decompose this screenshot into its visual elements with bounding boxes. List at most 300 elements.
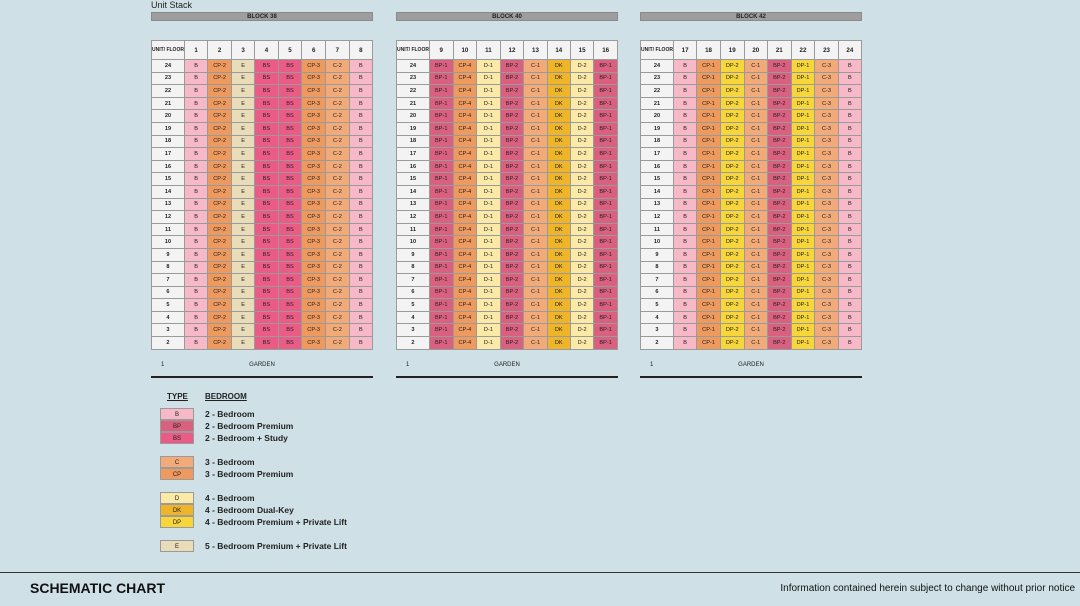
unit-cell: BS (278, 236, 301, 249)
unit-cell: B (349, 311, 372, 324)
unit-cell: B (349, 223, 372, 236)
unit-cell: C-2 (326, 60, 350, 73)
block-header: BLOCK 38 (151, 12, 373, 21)
unit-cell: C-2 (326, 72, 350, 85)
unit-cell: DK (547, 286, 570, 299)
unit-cell: CP-1 (697, 236, 721, 249)
unit-column-header: 18 (697, 41, 721, 60)
floor-number: 12 (152, 211, 185, 224)
floor-number: 17 (152, 148, 185, 161)
floor-row (641, 110, 862, 123)
unit-cell: C-3 (815, 248, 838, 261)
unit-cell: D-2 (570, 110, 593, 123)
unit-cell: C-2 (326, 324, 350, 337)
unit-cell: CP-4 (453, 185, 477, 198)
unit-cell: D-1 (477, 299, 500, 312)
garden-label: GARDEN (738, 362, 764, 368)
floor-row (152, 135, 373, 148)
unit-cell: CP-2 (208, 337, 232, 350)
unit-cell: B (184, 85, 207, 98)
unit-cell: BS (278, 185, 301, 198)
unit-cell: D-2 (570, 274, 593, 287)
unit-cell: BP-1 (429, 110, 453, 123)
unit-cell: BP-1 (594, 72, 618, 85)
unit-cell: BS (255, 248, 278, 261)
unit-cell: E (232, 223, 255, 236)
unit-cell: B (838, 85, 861, 98)
unit-cell: B (184, 173, 207, 186)
unit-cell: BP-2 (500, 72, 524, 85)
floor-number: 7 (641, 274, 674, 287)
unit-cell: E (232, 248, 255, 261)
unit-cell: B (838, 173, 861, 186)
unit-cell: B (184, 299, 207, 312)
unit-cell: DP-1 (791, 324, 815, 337)
unit-cell: BS (255, 173, 278, 186)
unit-cell: C-1 (744, 236, 767, 249)
unit-cell: D-1 (477, 110, 500, 123)
unit-cell: BS (255, 236, 278, 249)
unit-cell: C-2 (326, 211, 350, 224)
unit-cell: CP-2 (208, 311, 232, 324)
unit-cell: DP-1 (791, 211, 815, 224)
floor-number: 2 (641, 337, 674, 350)
legend-bedroom-header: BEDROOM (205, 392, 247, 401)
unit-cell: CP-2 (208, 185, 232, 198)
unit-cell: BP-1 (429, 60, 453, 73)
unit-cell: D-1 (477, 185, 500, 198)
unit-cell: DP-1 (791, 122, 815, 135)
ground-floor-number: 1 (161, 362, 165, 368)
unit-cell: B (673, 97, 696, 110)
unit-cell: C-1 (744, 173, 767, 186)
unit-cell: BS (278, 173, 301, 186)
block-42 (640, 12, 862, 368)
unit-cell: CP-3 (302, 286, 326, 299)
unit-cell: B (673, 311, 696, 324)
floor-row (152, 248, 373, 261)
unit-cell: BP-2 (500, 286, 524, 299)
unit-cell: DP-1 (791, 198, 815, 211)
floor-number: 5 (152, 299, 185, 312)
unit-cell: DP-2 (720, 135, 744, 148)
legend-swatch: CP (160, 468, 194, 480)
unit-cell: B (184, 198, 207, 211)
unit-cell: B (349, 122, 372, 135)
unit-cell: C-1 (524, 122, 547, 135)
unit-cell: C-3 (815, 286, 838, 299)
unit-cell: B (349, 324, 372, 337)
unit-cell: CP-4 (453, 198, 477, 211)
unit-cell: D-1 (477, 324, 500, 337)
unit-cell: CP-1 (697, 324, 721, 337)
unit-cell: D-1 (477, 211, 500, 224)
floor-row (152, 236, 373, 249)
unit-cell: C-1 (744, 122, 767, 135)
unit-cell: D-1 (477, 261, 500, 274)
unit-cell: DP-2 (720, 122, 744, 135)
unit-cell: B (349, 97, 372, 110)
unit-cell: B (838, 198, 861, 211)
unit-cell: BP-2 (767, 286, 791, 299)
unit-cell: BS (255, 311, 278, 324)
unit-stack-table (396, 40, 618, 350)
unit-cell: BS (278, 135, 301, 148)
floor-row (641, 173, 862, 186)
unit-cell: DP-2 (720, 274, 744, 287)
unit-cell: BP-1 (429, 135, 453, 148)
unit-cell: B (673, 198, 696, 211)
floor-number: 14 (641, 185, 674, 198)
unit-cell: BP-2 (500, 261, 524, 274)
floor-number: 14 (397, 185, 430, 198)
unit-cell: C-2 (326, 311, 350, 324)
unit-cell: D-1 (477, 72, 500, 85)
unit-cell: CP-3 (302, 211, 326, 224)
unit-cell: DK (547, 160, 570, 173)
unit-cell: BP-2 (767, 185, 791, 198)
unit-cell: C-1 (524, 286, 547, 299)
unit-cell: D-1 (477, 223, 500, 236)
floor-number: 13 (641, 198, 674, 211)
floor-row (152, 286, 373, 299)
unit-cell: CP-1 (697, 248, 721, 261)
floor-number: 2 (152, 337, 185, 350)
unit-cell: DK (547, 148, 570, 161)
floor-row (641, 286, 862, 299)
unit-cell: BP-1 (594, 211, 618, 224)
unit-cell: BP-1 (594, 148, 618, 161)
floor-row (641, 160, 862, 173)
unit-cell: BS (255, 337, 278, 350)
unit-cell: DP-1 (791, 60, 815, 73)
unit-cell: BP-2 (500, 110, 524, 123)
unit-cell: BS (255, 198, 278, 211)
unit-column-header: 8 (349, 41, 372, 60)
unit-cell: DP-1 (791, 248, 815, 261)
unit-cell: C-1 (744, 160, 767, 173)
unit-cell: BP-1 (594, 160, 618, 173)
unit-cell: C-2 (326, 173, 350, 186)
unit-cell: BP-2 (500, 135, 524, 148)
unit-cell: DP-1 (791, 97, 815, 110)
unit-cell: D-1 (477, 135, 500, 148)
unit-cell: B (673, 60, 696, 73)
unit-cell: C-2 (326, 148, 350, 161)
unit-cell: CP-3 (302, 248, 326, 261)
unit-cell: B (673, 274, 696, 287)
unit-cell: D-2 (570, 211, 593, 224)
unit-cell: B (349, 60, 372, 73)
floor-number: 12 (397, 211, 430, 224)
unit-cell: C-3 (815, 223, 838, 236)
unit-cell: BP-1 (429, 97, 453, 110)
unit-cell: BP-2 (500, 185, 524, 198)
unit-cell: C-3 (815, 337, 838, 350)
unit-floor-header: UNIT/ FLOOR (397, 41, 430, 60)
unit-cell: BS (278, 160, 301, 173)
unit-cell: B (838, 299, 861, 312)
floor-number: 3 (641, 324, 674, 337)
floor-number: 16 (397, 160, 430, 173)
unit-cell: DK (547, 97, 570, 110)
unit-cell: DP-1 (791, 160, 815, 173)
unit-column-header: 23 (815, 41, 838, 60)
floor-number: 8 (397, 261, 430, 274)
unit-cell: BP-2 (767, 236, 791, 249)
floor-number: 10 (397, 236, 430, 249)
unit-cell: BS (255, 110, 278, 123)
unit-cell: CP-2 (208, 211, 232, 224)
unit-cell: BP-2 (500, 60, 524, 73)
unit-cell: CP-3 (302, 72, 326, 85)
unit-cell: DP-2 (720, 198, 744, 211)
unit-cell: BS (255, 160, 278, 173)
unit-cell: CP-1 (697, 299, 721, 312)
unit-cell: CP-4 (453, 160, 477, 173)
unit-cell: E (232, 211, 255, 224)
unit-cell: B (838, 60, 861, 73)
unit-cell: B (838, 148, 861, 161)
garden-label: GARDEN (494, 362, 520, 368)
unit-cell: BP-1 (594, 236, 618, 249)
unit-cell: CP-3 (302, 274, 326, 287)
floor-number: 6 (397, 286, 430, 299)
floor-row (152, 337, 373, 350)
unit-column-header: 16 (594, 41, 618, 60)
unit-cell: B (838, 160, 861, 173)
floor-row (397, 173, 618, 186)
unit-cell: BP-2 (500, 299, 524, 312)
unit-cell: C-2 (326, 110, 350, 123)
unit-cell: DK (547, 324, 570, 337)
unit-cell: C-1 (744, 135, 767, 148)
unit-cell: B (838, 135, 861, 148)
unit-cell: CP-1 (697, 72, 721, 85)
floor-number: 19 (397, 122, 430, 135)
floor-number: 24 (397, 60, 430, 73)
floor-number: 15 (397, 173, 430, 186)
floor-row (152, 122, 373, 135)
floor-row (397, 135, 618, 148)
unit-cell: BS (278, 110, 301, 123)
unit-cell: C-1 (524, 274, 547, 287)
unit-cell: B (838, 185, 861, 198)
unit-cell: CP-3 (302, 236, 326, 249)
unit-cell: CP-2 (208, 198, 232, 211)
unit-cell: B (838, 286, 861, 299)
unit-cell: D-1 (477, 311, 500, 324)
unit-cell: E (232, 299, 255, 312)
block-divider (151, 376, 373, 378)
unit-cell: D-2 (570, 198, 593, 211)
unit-cell: DK (547, 72, 570, 85)
unit-cell: BS (278, 261, 301, 274)
unit-cell: DP-2 (720, 148, 744, 161)
unit-cell: DP-2 (720, 173, 744, 186)
unit-cell: BP-2 (767, 160, 791, 173)
unit-cell: CP-2 (208, 135, 232, 148)
floor-number: 20 (641, 110, 674, 123)
unit-cell: E (232, 72, 255, 85)
unit-cell: BP-1 (429, 223, 453, 236)
floor-row (641, 211, 862, 224)
unit-cell: CP-1 (697, 337, 721, 350)
unit-cell: CP-1 (697, 110, 721, 123)
unit-cell: BS (278, 72, 301, 85)
unit-cell: C-1 (524, 97, 547, 110)
floor-row (397, 72, 618, 85)
unit-cell: BP-1 (594, 97, 618, 110)
unit-cell: C-2 (326, 236, 350, 249)
unit-cell: B (673, 160, 696, 173)
floor-number: 11 (641, 223, 674, 236)
unit-cell: DP-2 (720, 286, 744, 299)
unit-column-header: 1 (184, 41, 207, 60)
unit-column-header: 11 (477, 41, 500, 60)
legend-label: 2 - Bedroom (205, 409, 255, 419)
floor-number: 14 (152, 185, 185, 198)
unit-cell: BS (255, 299, 278, 312)
unit-column-header: 6 (302, 41, 326, 60)
unit-cell: C-2 (326, 122, 350, 135)
unit-cell: B (349, 236, 372, 249)
floor-row (397, 97, 618, 110)
unit-cell: C-1 (744, 274, 767, 287)
floor-number: 2 (397, 337, 430, 350)
unit-cell: B (673, 236, 696, 249)
unit-cell: CP-2 (208, 97, 232, 110)
unit-column-header: 15 (570, 41, 593, 60)
unit-cell: CP-3 (302, 299, 326, 312)
floor-row (641, 85, 862, 98)
legend-label: 2 - Bedroom Premium (205, 421, 294, 431)
unit-cell: CP-1 (697, 311, 721, 324)
unit-cell: DK (547, 198, 570, 211)
unit-cell: C-2 (326, 97, 350, 110)
unit-cell: BP-1 (429, 85, 453, 98)
floor-row (152, 311, 373, 324)
unit-cell: CP-1 (697, 211, 721, 224)
unit-column-header: 4 (255, 41, 278, 60)
unit-cell: D-1 (477, 173, 500, 186)
unit-cell: BP-1 (594, 110, 618, 123)
unit-cell: C-1 (524, 337, 547, 350)
unit-cell: DP-1 (791, 148, 815, 161)
unit-cell: CP-2 (208, 236, 232, 249)
unit-cell: C-1 (744, 85, 767, 98)
unit-cell: B (838, 337, 861, 350)
unit-cell: C-3 (815, 311, 838, 324)
unit-cell: BP-2 (500, 173, 524, 186)
unit-cell: CP-4 (453, 173, 477, 186)
unit-cell: D-1 (477, 160, 500, 173)
unit-cell: BS (255, 274, 278, 287)
unit-cell: D-2 (570, 173, 593, 186)
unit-cell: DP-1 (791, 110, 815, 123)
unit-cell: B (349, 135, 372, 148)
unit-cell: DK (547, 122, 570, 135)
unit-cell: B (349, 148, 372, 161)
unit-cell: C-1 (524, 148, 547, 161)
floor-number: 16 (641, 160, 674, 173)
unit-cell: C-2 (326, 160, 350, 173)
floor-row (397, 236, 618, 249)
unit-cell: BP-2 (767, 122, 791, 135)
unit-cell: BP-2 (767, 97, 791, 110)
unit-cell: BP-1 (429, 299, 453, 312)
unit-cell: B (838, 122, 861, 135)
floor-number: 3 (152, 324, 185, 337)
unit-cell: CP-3 (302, 223, 326, 236)
unit-cell: C-1 (744, 60, 767, 73)
unit-column-header: 22 (791, 41, 815, 60)
unit-cell: C-1 (524, 211, 547, 224)
unit-column-header: 17 (673, 41, 696, 60)
unit-cell: DK (547, 185, 570, 198)
unit-cell: BP-1 (594, 248, 618, 261)
unit-cell: CP-2 (208, 160, 232, 173)
unit-cell: BP-2 (500, 337, 524, 350)
unit-cell: BS (278, 223, 301, 236)
floor-row (152, 85, 373, 98)
unit-cell: BP-1 (594, 198, 618, 211)
floor-number: 10 (152, 236, 185, 249)
unit-cell: BS (278, 324, 301, 337)
unit-cell: B (349, 261, 372, 274)
legend-swatch: B (160, 408, 194, 420)
unit-cell: BS (255, 211, 278, 224)
unit-cell: CP-1 (697, 173, 721, 186)
unit-cell: BS (255, 85, 278, 98)
unit-cell: CP-3 (302, 198, 326, 211)
unit-cell: BS (278, 311, 301, 324)
unit-cell: BP-1 (429, 160, 453, 173)
unit-cell: DP-2 (720, 337, 744, 350)
floor-row (152, 60, 373, 73)
floor-row (152, 185, 373, 198)
unit-cell: BP-2 (767, 299, 791, 312)
unit-cell: D-2 (570, 261, 593, 274)
unit-cell: BS (278, 198, 301, 211)
unit-cell: CP-1 (697, 85, 721, 98)
unit-cell: BS (278, 211, 301, 224)
unit-cell: CP-2 (208, 72, 232, 85)
unit-cell: BP-2 (767, 135, 791, 148)
unit-cell: B (349, 299, 372, 312)
block-38 (151, 12, 373, 368)
unit-cell: CP-4 (453, 299, 477, 312)
unit-cell: BP-1 (594, 135, 618, 148)
legend-label: 3 - Bedroom (205, 457, 255, 467)
unit-cell: CP-2 (208, 110, 232, 123)
unit-cell: B (673, 248, 696, 261)
unit-cell: B (184, 135, 207, 148)
unit-cell: CP-3 (302, 97, 326, 110)
unit-cell: C-3 (815, 173, 838, 186)
floor-row (641, 135, 862, 148)
unit-cell: CP-1 (697, 274, 721, 287)
unit-cell: CP-1 (697, 148, 721, 161)
unit-cell: DP-1 (791, 72, 815, 85)
legend-label: 3 - Bedroom Premium (205, 469, 294, 479)
unit-cell: BP-2 (500, 223, 524, 236)
floor-number: 12 (641, 211, 674, 224)
unit-cell: DP-2 (720, 236, 744, 249)
floor-number: 5 (397, 299, 430, 312)
floor-row (397, 274, 618, 287)
unit-cell: CP-4 (453, 261, 477, 274)
